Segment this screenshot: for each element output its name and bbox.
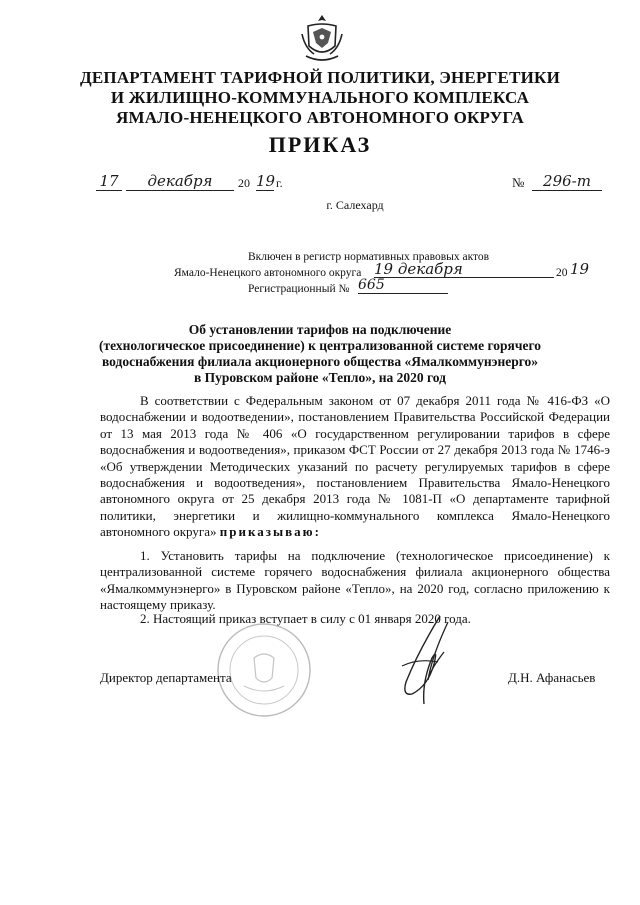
preamble-text: В соответствии с Федеральным законом от 07 декабря 2011 года № 416-ФЗ «О водоснабжении и водоотведении», постановлением Правительства Российской Федерации от 13 мая 2013 года № 406 «О государственном регулировании тарифов в сфере водоснабжения и водоотведения», приказом ФСТ России от 27 декабря 2013 года № 1746-э «Об утверждении Методических указаний по расчету регулируемых тарифов в сфере водоснабжения и водоотведения», постановлением Правительства Ямало-Ненецкого автономного округа от 25 декабря 2013 года № 1081-П «О департаменте тарифной политики, энергетики и жилищно-коммунального комплекса Ямало-Ненецкого автономного округа»: [100, 393, 610, 540]
order-date-day: 17: [96, 172, 122, 191]
order-title-line-3: водоснабжения филиала акционерного общества «Ямалкоммунэнерго»: [101, 354, 539, 369]
registry-region-label: Ямало-Ненецкого автономного округа: [174, 267, 362, 279]
registry-number-label: Регистрационный №: [248, 283, 350, 295]
order-title-line-2: (технологическое присоединение) к централизованной системе горячего: [98, 338, 542, 353]
registry-number-value: 665: [358, 278, 448, 294]
registry-year-prefix: 20: [556, 267, 568, 279]
registry-line-1: Включен в регистр нормативных правовых актов: [248, 251, 490, 263]
order-date-year-suffix: 19: [256, 172, 276, 190]
order-date: [92, 172, 302, 194]
registry-line-3: [248, 277, 488, 298]
department-name-line-2: И ЖИЛИЩНО-КОММУНАЛЬНОГО КОМПЛЕКСА: [110, 88, 530, 107]
handwritten-signature: [388, 612, 478, 712]
order-title: [60, 322, 580, 386]
registry-date: 19 декабря: [374, 262, 554, 278]
coat-of-arms-emblem: [300, 12, 344, 64]
order-title-line-4: в Пуровском районе «Тепло», на 2020 год: [194, 370, 446, 385]
order-date-year-unit: г.: [276, 176, 283, 190]
order-title-line-1: Об установлении тарифов на подключение: [188, 322, 452, 337]
order-number: [512, 172, 612, 194]
order-item-2: 2. Настоящий приказ вступает в силу с 01 января 2020 года.: [140, 611, 471, 626]
order-item-1: 1. Установить тарифы на подключение (технологическое присоединение) к централизованной системе горячего водоснабжения филиала акционерного общества «Ямалкоммунэнерго» в Пуровском районе «Тепло», на 2020 год, согласно приложению к настоящему приказу.: [100, 548, 610, 613]
order-date-month: декабря: [126, 172, 234, 191]
registry-year-suffix: 19: [570, 260, 590, 278]
order-number-value: 296-т: [532, 172, 602, 191]
signatory-name: Д.Н. Афанасьев: [508, 670, 596, 685]
department-name-line-1: ДЕПАРТАМЕНТ ТАРИФНОЙ ПОЛИТИКИ, ЭНЕРГЕТИКИ: [79, 68, 561, 87]
document-type-title: ПРИКАЗ: [268, 132, 372, 157]
city-label: г. Салехард: [326, 198, 384, 212]
preamble-emphasis: приказываю:: [219, 524, 321, 540]
order-date-year-prefix: 20: [238, 176, 250, 190]
preamble-paragraph: [100, 393, 610, 541]
order-number-label: №: [512, 175, 525, 190]
signatory-position: Директор департамента: [100, 670, 232, 685]
department-name-line-3: ЯМАЛО-НЕНЕЦКОГО АВТОНОМНОГО ОКРУГА: [115, 108, 525, 127]
